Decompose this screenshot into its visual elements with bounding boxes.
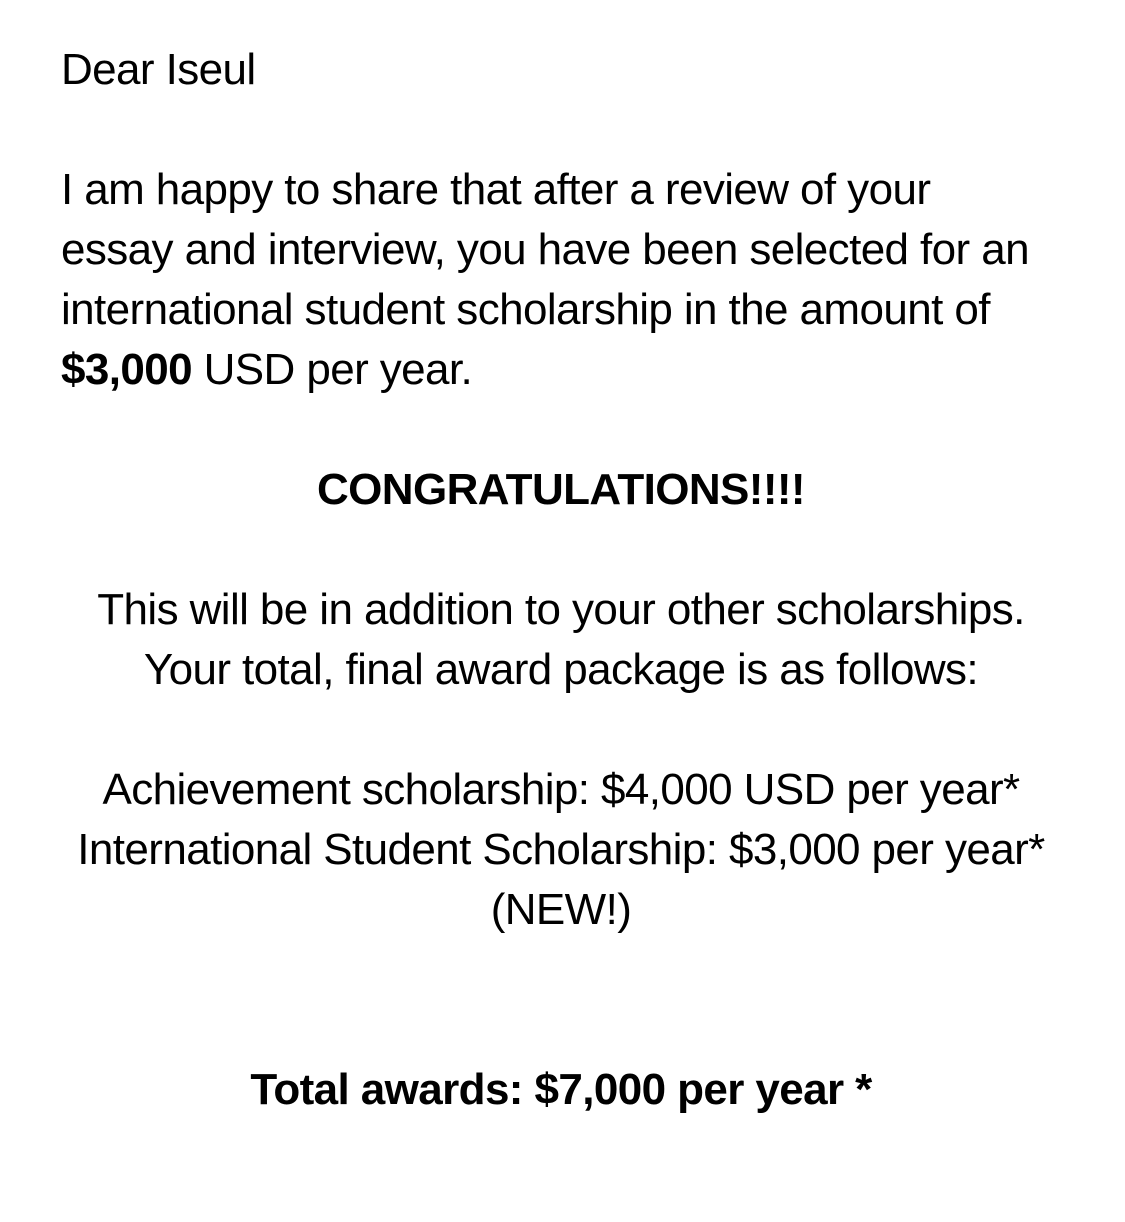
award-list bbox=[61, 760, 1061, 940]
addition-paragraph bbox=[61, 580, 1061, 700]
award-item-international: International Student Scholarship: $3,000 per year* (NEW!) bbox=[77, 825, 1045, 934]
award-item-achievement: Achievement scholarship: $4,000 USD per year* bbox=[102, 765, 1020, 814]
total-awards: Total awards: $7,000 per year * bbox=[250, 1065, 872, 1114]
congratulations-heading: CONGRATULATIONS!!!! bbox=[317, 465, 805, 514]
intro-text-end: USD per year. bbox=[191, 345, 473, 394]
addition-line: Your total, final award package is as follows: bbox=[143, 645, 979, 694]
intro-text: I am happy to share that after a review of your essay and interview, you have been selected for an international student scholarship in the amount of bbox=[61, 165, 1029, 334]
intro-paragraph bbox=[61, 160, 1051, 400]
addition-line: This will be in addition to your other scholarships. bbox=[97, 585, 1025, 634]
greeting: Dear Iseul bbox=[61, 45, 256, 94]
scholarship-letter bbox=[61, 40, 1061, 1120]
scholarship-amount: $3,000 bbox=[61, 345, 192, 394]
